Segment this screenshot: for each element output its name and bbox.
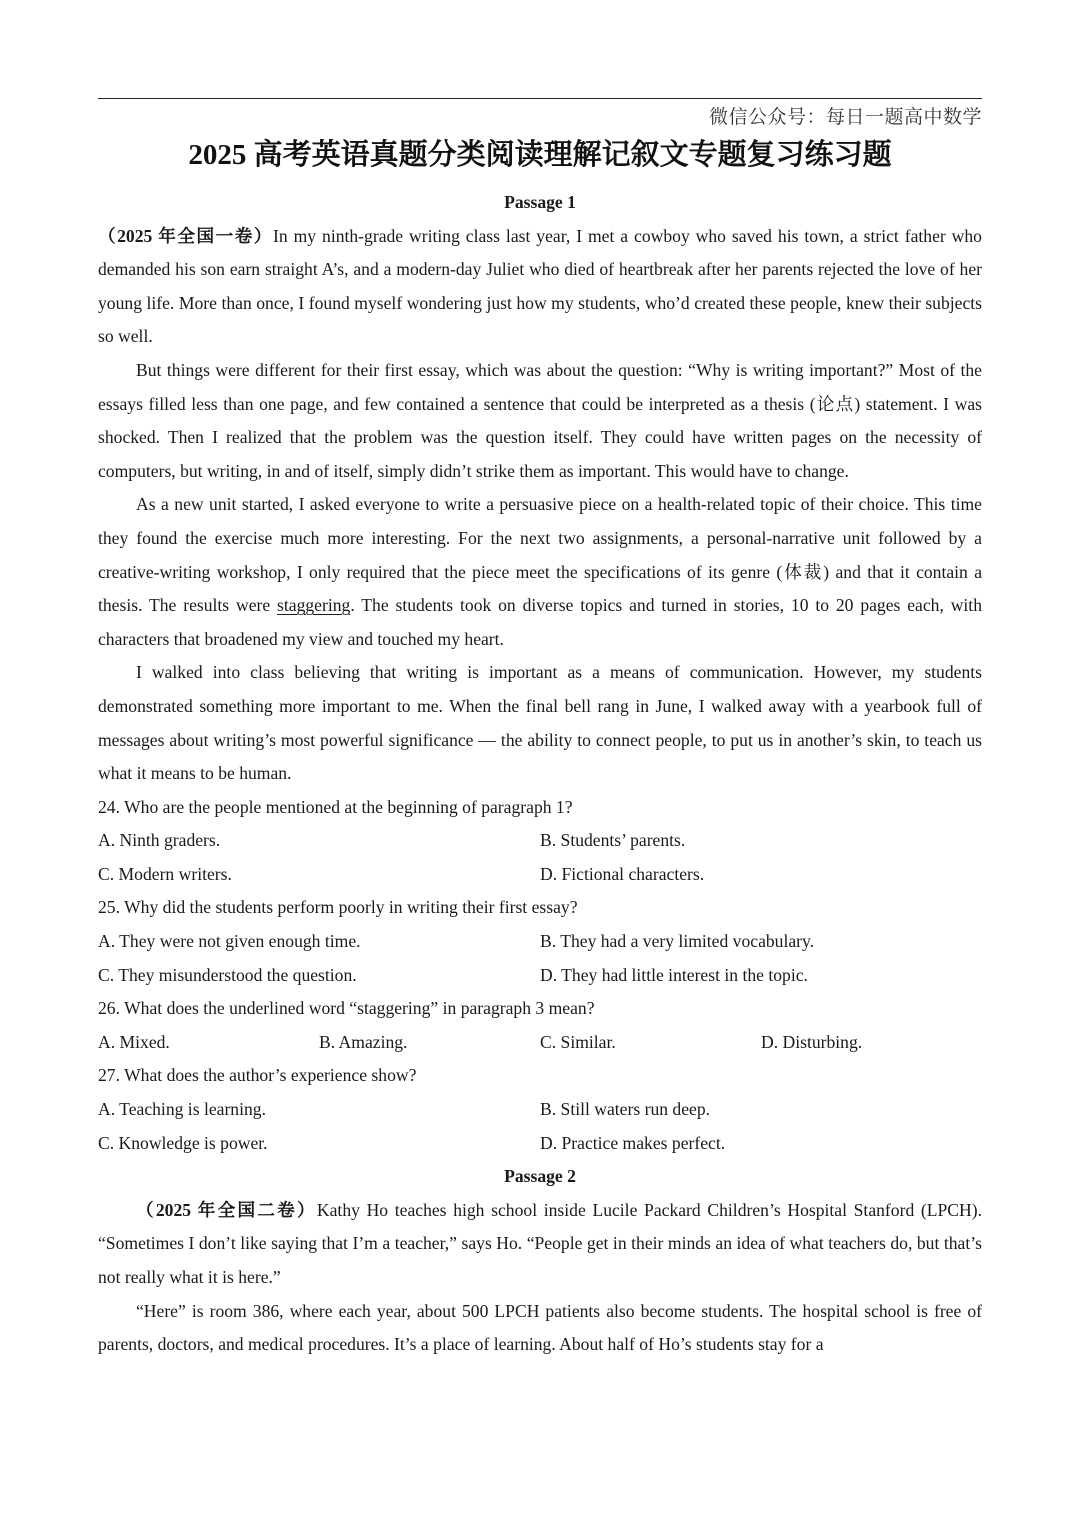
header-note: 微信公众号：每日一题高中数学 <box>708 106 982 128</box>
option-a: A. Mixed. <box>98 1031 170 1052</box>
question-stem: 24. Who are the people mentioned at the beginning of paragraph 1? <box>98 796 573 817</box>
option-d: D. Fictional characters. <box>540 863 705 884</box>
question-stem: 27. What does the author’s experience show? <box>98 1065 417 1086</box>
option-a: A. Ninth graders. <box>98 830 221 851</box>
passage1-paragraph-3 <box>98 488 982 656</box>
passage1-title: Passage 1 <box>504 192 576 212</box>
option-b: B. They had a very limited vocabulary. <box>540 931 815 952</box>
p3-text-before: As a new unit started, I asked everyone to write a persuasive piece on a health-related topic of their choice. This time they found the exercise much more interesting. For the next two assignments, a personal-narrative unit followed by a creative-writing workshop, I only required that the piece meet the specifications of its genre (体裁) and that it contain a thesis. The results were <box>98 494 982 616</box>
passage1-paragraph-2: But things were different for their first essay, which was about the question: “Why is writing important?” Most of the essays filled less than one page, and few contained a sentence that could be interpreted as a thesis (论点) statement. I was shocked. Then I realized that the problem was the question itself. They could have written pages on the necessity of computers, but writing, in and of itself, simply didn’t strike them as important. This would have to change. <box>98 359 982 481</box>
passage2-paragraph-2: “Here” is room 386, where each year, about 500 LPCH patients also become students. The hospital school is free of parents, doctors, and medical procedures. It’s a place of learning. About half of Ho’s students stay for a <box>98 1300 982 1355</box>
passage1-paragraph-1 <box>98 220 982 354</box>
question-27 <box>98 1059 982 1160</box>
page-title: 2025 高考英语真题分类阅读理解记叙文专题复习练习题 <box>188 139 892 171</box>
passage2-p1-text: Kathy Ho teaches high school inside Lucile Packard Children’s Hospital Stanford (LPCH). “Sometimes I don’t like saying that I’m a teacher,” says Ho. “People get in their minds an idea of what teachers do, but that’s not really what it is here.” <box>98 1199 982 1287</box>
header-rule <box>98 98 982 99</box>
underlined-word: staggering <box>277 595 351 616</box>
option-d: D. They had little interest in the topic. <box>540 964 808 985</box>
passage1-source: （2025 年全国一卷） <box>98 225 274 246</box>
question-stem: 25. Why did the students perform poorly in writing their first essay? <box>98 897 578 918</box>
passage2-title: Passage 2 <box>504 1166 576 1187</box>
p3-text-after: . The students took on diverse topics and turned in stories, 10 to 20 pages each, with characters that broadened my view and touched my heart. <box>98 595 982 649</box>
option-d: D. Practice makes perfect. <box>540 1132 726 1153</box>
option-c: C. Knowledge is power. <box>98 1132 268 1153</box>
question-24 <box>98 791 982 892</box>
option-c: C. Similar. <box>540 1031 616 1052</box>
question-stem: 26. What does the underlined word “staggering” in paragraph 3 mean? <box>98 998 595 1019</box>
option-b: B. Still waters run deep. <box>540 1099 711 1120</box>
question-26 <box>98 992 982 1059</box>
option-d: D. Disturbing. <box>761 1031 863 1052</box>
option-c: C. Modern writers. <box>98 863 232 884</box>
passage1-p1-text: In my ninth-grade writing class last year, I met a cowboy who saved his town, a strict father who demanded his son earn straight A’s, and a modern-day Juliet who died of heartbreak after her parents rejected the love of her young life. More than once, I found myself wondering just how my students, who’d created these people, knew their subjects so well. <box>98 225 982 347</box>
passage1-paragraph-4: I walked into class believing that writing is important as a means of communication. However, my students demonstrated something more important to me. When the final bell rang in June, I walked away with a yearbook full of messages about writing’s most powerful significance — the ability to connect people, to put us in another’s skin, to teach us what it means to be human. <box>98 662 982 784</box>
option-b: B. Amazing. <box>319 1031 408 1052</box>
option-a: A. They were not given enough time. <box>98 931 361 952</box>
question-25 <box>98 891 982 992</box>
option-c: C. They misunderstood the question. <box>98 964 357 985</box>
passage2-source: （2025 年全国二卷） <box>136 1199 317 1220</box>
document-body <box>98 186 982 1362</box>
option-a: A. Teaching is learning. <box>98 1099 266 1120</box>
option-b: B. Students’ parents. <box>540 830 686 851</box>
passage2-paragraph-1 <box>98 1194 982 1295</box>
